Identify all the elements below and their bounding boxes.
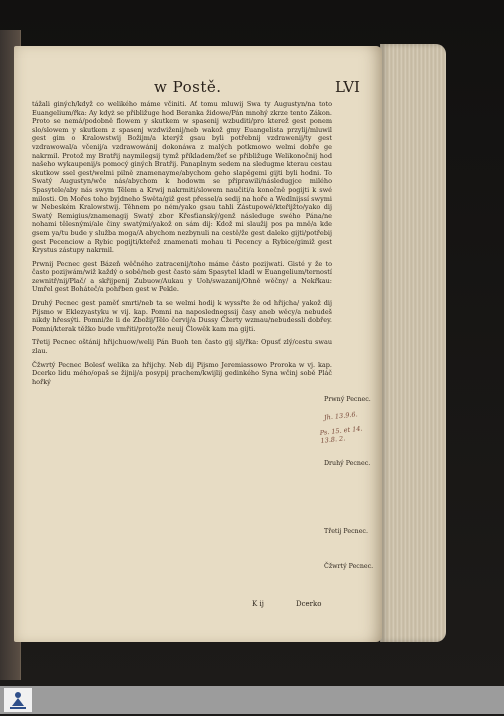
- page-block-edge: [380, 44, 446, 642]
- page-body: [32, 100, 332, 391]
- handwritten-note-1: Jh. 13.9.6.: [323, 410, 358, 422]
- margin-note-first: Prwný Pecnec.: [324, 396, 371, 403]
- paragraph-third-loaf: Třetij Pecnec oštánij hřijchuow/welij Pán Buoh ten často gij slj/řka: Opusť zlý/cestu swau zlau.: [32, 338, 332, 356]
- margin-note-second: Druhý Pecnec.: [324, 460, 371, 467]
- signature-mark: K ij: [252, 600, 264, 608]
- catchword: Dcerko: [296, 600, 322, 608]
- folio-number: LVI: [335, 78, 360, 96]
- paragraph-first-loaf: Prwnij Pecnec gest Bázeň wěčného zatracenij/toho máme částo pozijwati. Gisté y že to často pozijwám/wiž každý o sobě/neb gest často sám Spasytel kladl w Euangelium/terností zewnitř/nij/Plač/ a skřijpenij Zubuow/Aukau y Uoh/swazanij/Ohně wěčny/ a Nekřkau: Umřel gest Boháteč/a pohřben gest w Pekle.: [32, 259, 332, 294]
- viewer-footer-bar: [0, 686, 504, 714]
- page-header: [36, 78, 366, 100]
- paragraph-intro: tážali giných/když co welikého máme včiniti. Ať tomu mluwij Swa ty Augustyn/na toto Euangelium/řka: Ay kdyż se přibližuge hod Beranka židowe/Pán mnohý zkrze tento Zákon. Proto se nemá/podobně flowem y skutkem w spasenij wzbuditi/pro kterež gest ponem slo/slowem y skutkem z spasenj wzdwiženij/neb wakož gmy Euangelista przylij/mluwil gest gim o Kralowstwij Božijm/a kterýž gsau byli potřebnij vzdrawenij/ty gest vzdrawowal/a včenij/a vzdrawowánij dokonáwa z malých potkmowo welmi dobře ge nakrmil. Protož my Bratřij naymilegsij tymž příkladem/žeť se přibližuge Welikonočnij hod našeho wykaupenij/s pomocý giných Bratřij. Panaplnym sedem na sledugme kterau cestau skutkow ssel gest/welmi pilně znamenayme/abychom geho slapěgemi gijti byli hodni. To Swatý Augustyn/wče nás/abychom k hodowm se připrawili/následugjce milého Spasytele/aby nás swym Tělem a Krwij nakrmiti/slowem naučiti/a konečně pogijti k swé milosti. On Mořes toho byjdneho Swěta/giž gest přessel/a sedij na hoře a Wedlnijssí swymi w Nebeském Kralowstwij. Těhnem po ném/yako gsau tahli Zástupowé/kteřijžto/yako dij Swatý Remigius/znamenagij Swatý zbor Křesťianský/genž následuge swého Pána/ne nohami tělesnými/ale činy swatými/yakož on sám dij: Kdož mi slaužij pos pa mně/a kde gsem ya/tu bude y služba moga/A abychom nezbynuli na cestě/že gest daleko gijti/potřebij gest Pecenciow a Rybic pogijti/kteřež znamenati mohau ti Pecency a Rybice/gimiž gest Krystus zástupy nakrmil.: [32, 100, 332, 255]
- margin-note-fourth: Čžwrtý Pecnec.: [324, 563, 374, 570]
- paragraph-second-loaf: Druhý Pecnec gest paměť smrti/neb ta se welmi hodij k wyssřte že od hřijcha/ yakož dij Pijsmo w Eklezyastyku w vij. kap. Pomni na naposlednegssij časy aneb wěcy/a nebudeš nikdy hřessýti. Pomni/že li de Zbožij/Tělo červij/a Dussy Čžerty wzmau/nebudessli dobřey. Pomni/kterak těžko bude vmřiti/proto/že neuij Člowěk kam ma gijti.: [32, 299, 332, 333]
- running-head: w Postě.: [154, 78, 222, 96]
- book-page: [14, 46, 382, 642]
- library-logo-icon: [4, 688, 32, 712]
- handwritten-note-2: Ps. 15. et 14. 13.8. 2.: [319, 424, 363, 445]
- margin-note-third: Třetij Pecnec.: [324, 528, 368, 535]
- paragraph-fourth-loaf: Čžwrtý Pecnec Bolesť welika za hřijchy. Neb dij Pijsmo Jeremiassowo Proroka w vj. kap. Dcerko lidu mého/opaš se žijnij/a posypij prachem/kwijlij gedinkého Syna wčinj sobě Pláč hořký: [32, 360, 332, 386]
